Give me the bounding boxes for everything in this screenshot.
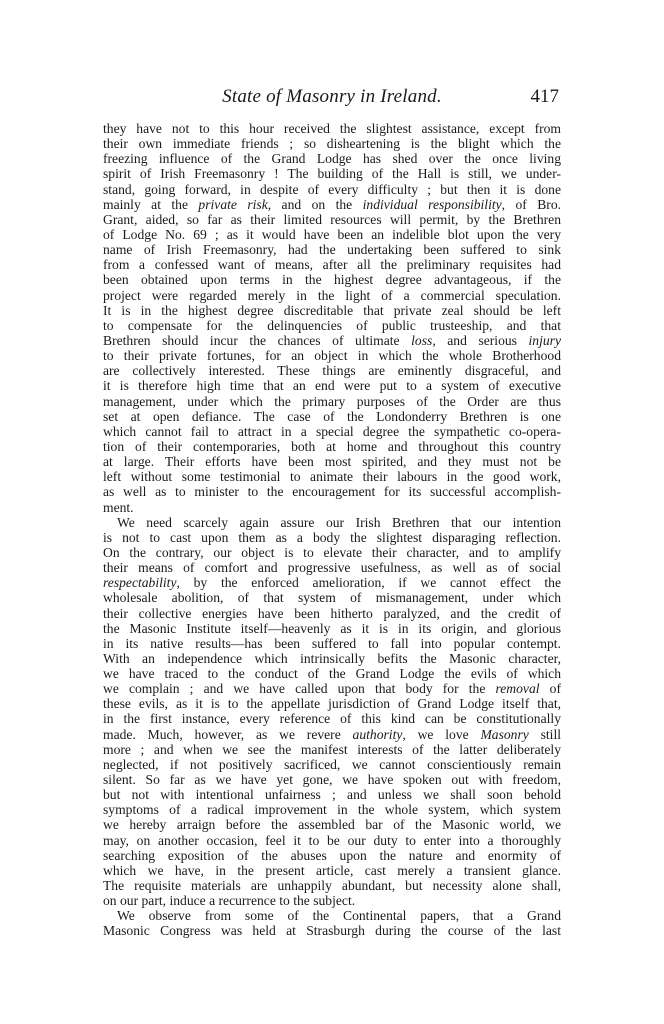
text-line bbox=[103, 242, 561, 257]
text-line bbox=[103, 590, 561, 605]
text-segment: silent. So far as we have yet gone, we have spoken out with freedom, bbox=[103, 772, 561, 788]
text-segment: symptoms of a radical improvement in the whole system, which system bbox=[103, 802, 561, 818]
text-segment: set at open defiance. The case of the Londonderry Brethren is one bbox=[103, 408, 561, 424]
text-segment: in its native results—has been suffered to fall into popular contempt. bbox=[103, 635, 561, 651]
text-line bbox=[103, 787, 561, 802]
text-segment: With an independence which intrinsically befits the Masonic character, bbox=[103, 650, 561, 666]
text-segment: wholesale abolition, of that system of mismanagement, under which bbox=[103, 590, 561, 606]
text-line bbox=[103, 575, 561, 590]
text-segment: Brethren should incur the chances of ultimate bbox=[103, 332, 412, 348]
text-line bbox=[103, 545, 561, 560]
text-line bbox=[103, 272, 561, 287]
text-line bbox=[103, 681, 561, 696]
text-segment: been obtained upon terms in the highest degree advantageous, if the bbox=[103, 272, 561, 288]
italic-emphasis: respectability bbox=[103, 575, 177, 591]
text-segment: they have not to this hour received the slightest assistance, except from bbox=[103, 121, 561, 136]
text-segment: in the first instance, every reference of this kind can be constitutionally bbox=[103, 711, 561, 727]
text-line bbox=[103, 394, 561, 409]
text-segment: , of Bro. bbox=[501, 196, 561, 212]
text-segment: we complain ; and we have called upon that body for the bbox=[103, 681, 496, 697]
text-line bbox=[103, 439, 561, 454]
italic-emphasis: loss bbox=[411, 332, 433, 348]
text-segment: is not to cast upon them as a body the slightest disparaging reflection. bbox=[103, 529, 561, 545]
page-header bbox=[103, 86, 561, 110]
text-line bbox=[103, 409, 561, 424]
text-line bbox=[103, 166, 561, 181]
text-segment: at large. Their efforts have been most spirited, and they must not be bbox=[103, 454, 561, 470]
text-segment: which cannot fail to attract in a special degree the sympathetic co-opera- bbox=[103, 423, 561, 439]
text-segment: their collective energies have been hitherto paralyzed, and the credit of bbox=[103, 605, 561, 621]
text-segment: , and on the bbox=[267, 196, 363, 212]
text-line bbox=[103, 878, 561, 893]
text-segment: Masonic Congress was held at Strasburgh during the course of the last bbox=[103, 923, 561, 939]
text-line bbox=[103, 833, 561, 848]
text-line bbox=[103, 121, 561, 136]
text-segment: management, under which the primary purposes of the Order are thus bbox=[103, 393, 561, 409]
text-line bbox=[103, 696, 561, 711]
text-segment: project were regarded merely in the light of a commercial speculation. bbox=[103, 287, 561, 303]
text-segment: ment. bbox=[103, 499, 134, 515]
running-title: State of Masonry in Ireland. bbox=[222, 86, 442, 107]
text-segment: made. Much, however, as we revere bbox=[103, 726, 353, 742]
italic-emphasis: individual responsibility bbox=[362, 196, 502, 212]
text-line bbox=[103, 333, 561, 348]
text-segment: may, on another occasion, feel it to be our duty to enter into a thoroughly bbox=[103, 832, 561, 848]
text-line bbox=[103, 817, 561, 832]
text-segment: the Masonic Institute itself—heavenly as it is in its origin, and glorious bbox=[103, 620, 561, 636]
text-segment: but not with intentional unfairness ; and unless we shall soon behold bbox=[103, 787, 561, 803]
text-segment: Grant, aided, so far as their limited resources will permit, by the Brethren bbox=[103, 211, 561, 227]
text-segment: tion of their contemporaries, both at home and throughout this country bbox=[103, 438, 561, 454]
text-segment: name of Irish Freemasonry, had the undertaking been suffered to sink bbox=[103, 242, 561, 258]
text-line bbox=[103, 303, 561, 318]
text-segment: mainly at the bbox=[103, 196, 199, 212]
text-segment: to their private fortunes, for an object in which the whole Brotherhood bbox=[103, 348, 561, 364]
text-line bbox=[103, 893, 561, 908]
text-line bbox=[103, 757, 561, 772]
text-segment: their own immediate friends ; so disheartening is the blight which the bbox=[103, 136, 561, 152]
text-segment: of bbox=[539, 681, 561, 697]
text-line bbox=[103, 212, 561, 227]
text-segment: as well as to minister to the encouragement for its successful accomplish- bbox=[103, 484, 561, 500]
text-segment: The requisite materials are unhappily abundant, but necessity alone shall, bbox=[103, 878, 561, 894]
text-line bbox=[103, 197, 561, 212]
text-segment: , we love bbox=[402, 726, 481, 742]
text-segment: these evils, as it is to the appellate jurisdiction of Grand Lodge itself that, bbox=[103, 696, 561, 712]
text-line bbox=[103, 424, 561, 439]
italic-emphasis: Masonry bbox=[480, 726, 529, 742]
text-line bbox=[103, 772, 561, 787]
text-segment: from a confessed want of means, after all the preliminary requisites had bbox=[103, 257, 561, 273]
text-segment: We observe from some of the Continental papers, that a Grand bbox=[117, 908, 561, 924]
text-segment: we have traced to the conduct of the Grand Lodge the evils of which bbox=[103, 666, 561, 682]
text-line bbox=[103, 621, 561, 636]
italic-emphasis: injury bbox=[528, 332, 561, 348]
text-line bbox=[103, 636, 561, 651]
italic-emphasis: authority bbox=[352, 726, 403, 742]
page-number: 417 bbox=[530, 86, 559, 107]
body-text bbox=[103, 121, 561, 939]
text-segment: , by the enforced amelioration, if we cannot effect the bbox=[176, 575, 561, 591]
italic-emphasis: private risk bbox=[198, 196, 268, 212]
text-line bbox=[103, 318, 561, 333]
text-segment: On the contrary, our object is to elevate their character, and to amplify bbox=[103, 544, 561, 560]
text-line bbox=[103, 257, 561, 272]
text-line bbox=[103, 711, 561, 726]
text-line bbox=[103, 500, 561, 515]
text-segment: of Lodge No. 69 ; as it would have been an indelible blot upon the very bbox=[103, 226, 561, 242]
text-segment: left without some testimonial to animate their labours in the good work, bbox=[103, 469, 561, 485]
text-line bbox=[103, 454, 561, 469]
text-segment: stand, going forward, in despite of every difficulty ; but then it is done bbox=[103, 181, 561, 197]
text-line bbox=[103, 227, 561, 242]
text-line bbox=[103, 606, 561, 621]
text-segment: more ; and when we see the manifest interests of the latter deliberately bbox=[103, 741, 561, 757]
text-line bbox=[103, 923, 561, 938]
text-line bbox=[103, 348, 561, 363]
text-line bbox=[103, 863, 561, 878]
text-segment: , and serious bbox=[432, 332, 529, 348]
text-line bbox=[103, 151, 561, 166]
text-line bbox=[103, 651, 561, 666]
text-line bbox=[103, 469, 561, 484]
text-line bbox=[103, 908, 561, 923]
text-segment: it is therefore high time that an end were put to a system of executive bbox=[103, 378, 561, 394]
text-segment: We need scarcely again assure our Irish Brethren that our intention bbox=[117, 514, 561, 530]
text-line bbox=[103, 515, 561, 530]
text-line bbox=[103, 727, 561, 742]
text-line bbox=[103, 530, 561, 545]
text-segment: their means of comfort and progressive usefulness, as well as of social bbox=[103, 560, 561, 576]
text-line bbox=[103, 848, 561, 863]
text-line bbox=[103, 182, 561, 197]
text-segment: neglected, if not positively sacrificed, we cannot conscientiously remain bbox=[103, 756, 561, 772]
text-line bbox=[103, 484, 561, 499]
text-line bbox=[103, 136, 561, 151]
text-segment: are collectively interested. These things are eminently disgraceful, and bbox=[103, 363, 561, 379]
text-segment: to compensate for the delinquencies of public trusteeship, and that bbox=[103, 317, 561, 333]
italic-emphasis: removal bbox=[495, 681, 540, 697]
text-segment: on our part, induce a recurrence to the subject. bbox=[103, 893, 356, 909]
text-line bbox=[103, 560, 561, 575]
text-segment: we hereby arraign before the assembled bar of the Masonic world, we bbox=[103, 817, 561, 833]
text-segment: spirit of Irish Freemasonry ! The building of the Hall is still, we under- bbox=[103, 166, 561, 182]
text-line bbox=[103, 802, 561, 817]
text-line bbox=[103, 742, 561, 757]
text-segment: which we have, in the present article, cast merely a transient glance. bbox=[103, 862, 561, 878]
text-segment: freezing influence of the Grand Lodge has shed over the once living bbox=[103, 151, 561, 167]
text-line bbox=[103, 288, 561, 303]
text-line bbox=[103, 378, 561, 393]
text-line bbox=[103, 666, 561, 681]
text-segment: searching exposition of the abuses upon the nature and enormity of bbox=[103, 847, 561, 863]
text-segment: It is in the highest degree discreditable that private zeal should be left bbox=[103, 302, 561, 318]
text-line bbox=[103, 363, 561, 378]
text-segment: still bbox=[528, 726, 561, 742]
